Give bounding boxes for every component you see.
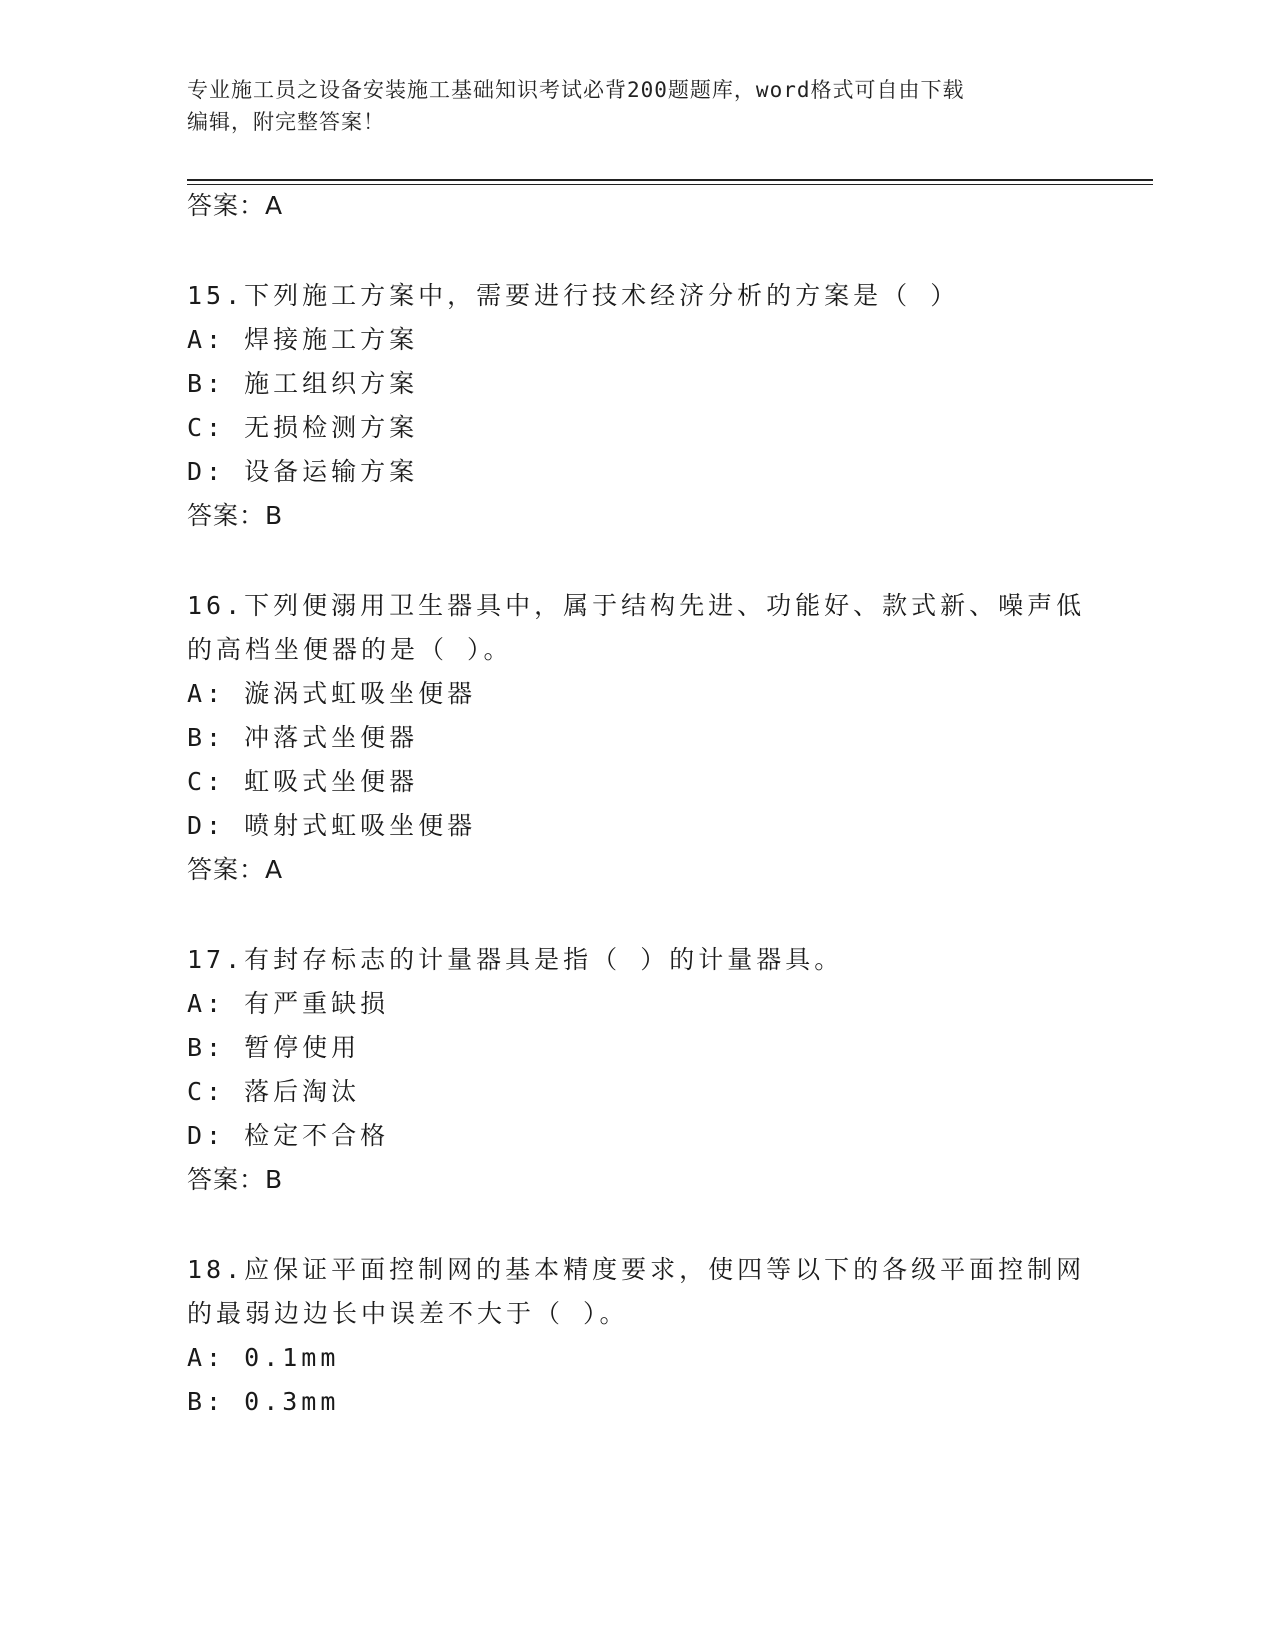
- question-18-option-a: A: 0.1mm: [187, 1343, 340, 1372]
- question-17-option-a: A: 有严重缺损: [187, 989, 390, 1018]
- question-15-option-a: A: 焊接施工方案: [187, 325, 419, 354]
- question-18-stem-line-1: 18.应保证平面控制网的基本精度要求，使四等以下的各级平面控制网: [187, 1255, 1086, 1284]
- question-16-option-b: B: 冲落式坐便器: [187, 723, 419, 752]
- question-15-option-c: C: 无损检测方案: [187, 413, 419, 442]
- header-rule-thin: [187, 184, 1153, 185]
- question-15-option-b: B: 施工组织方案: [187, 369, 419, 398]
- header-rule-thick: [187, 179, 1153, 181]
- question-15-answer: 答案：B: [187, 501, 284, 530]
- header-title-line-1: 专业施工员之设备安装施工基础知识考试必背200题题库，word格式可自由下载: [187, 78, 965, 102]
- question-17-option-c: C: 落后淘汰: [187, 1077, 361, 1106]
- question-16-option-d: D: 喷射式虹吸坐便器: [187, 811, 477, 840]
- answer-line: 答案：A: [187, 191, 284, 220]
- question-17-stem: 17.有封存标志的计量器具是指（ ）的计量器具。: [187, 945, 844, 974]
- question-17-option-d: D: 检定不合格: [187, 1121, 390, 1150]
- page-header: [187, 74, 1087, 138]
- question-18-stem-line-2: 的最弱边边长中误差不大于（ ）。: [187, 1299, 629, 1328]
- question-17-answer: 答案：B: [187, 1165, 284, 1194]
- question-15-stem: 15.下列施工方案中，需要进行技术经济分析的方案是（ ）: [187, 281, 960, 310]
- question-16-option-c: C: 虹吸式坐便器: [187, 767, 419, 796]
- question-17-option-b: B: 暂停使用: [187, 1033, 361, 1062]
- question-16-option-a: A: 漩涡式虹吸坐便器: [187, 679, 477, 708]
- header-title-line-2: 编辑，附完整答案！: [187, 110, 385, 134]
- question-18-option-b: B: 0.3mm: [187, 1387, 340, 1416]
- question-15-option-d: D: 设备运输方案: [187, 457, 419, 486]
- question-16-stem-line-2: 的高档坐便器的是（ ）。: [187, 635, 513, 664]
- question-16-answer: 答案：A: [187, 855, 284, 884]
- question-16-stem-line-1: 16.下列便溺用卫生器具中，属于结构先进、功能好、款式新、噪声低: [187, 591, 1086, 620]
